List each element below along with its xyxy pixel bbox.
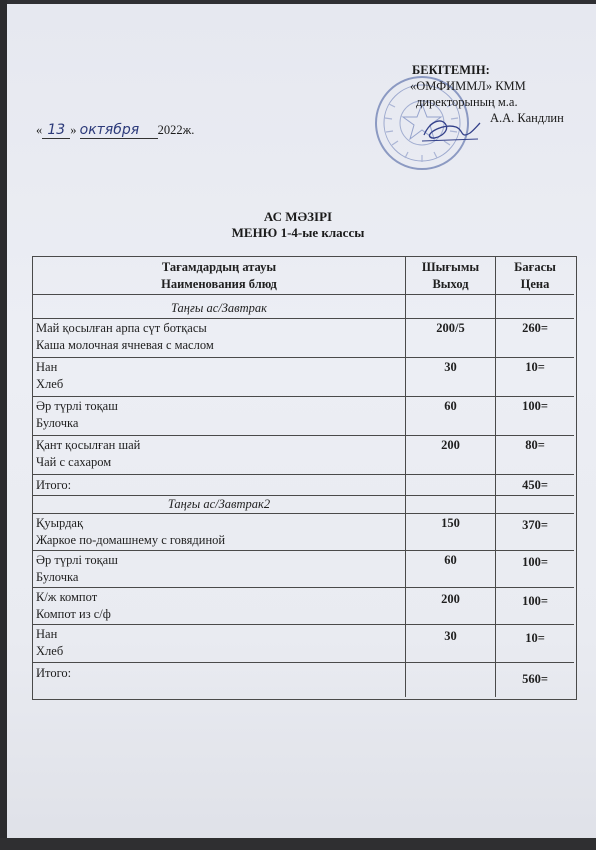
dish-price: 10= [525, 631, 545, 645]
dish-price: 370= [522, 518, 548, 532]
dish-name-kz: К/ж компот [36, 590, 98, 604]
heading-kz: АС МӘЗІРІ [263, 209, 333, 224]
dish-name-ru: Жаркое по-домашнему с говядиной [36, 533, 226, 547]
row-divider [33, 294, 574, 295]
header-price-ru: Цена [520, 277, 550, 291]
dish-price: 100= [522, 399, 548, 413]
dish-row [36, 398, 118, 432]
photo-edge-bottom [0, 838, 596, 850]
dish-name-ru: Булочка [36, 570, 79, 584]
row-divider [33, 474, 574, 475]
date-day: 13 [42, 122, 70, 139]
dish-output: 200 [441, 438, 460, 452]
photo-edge-top [0, 0, 596, 4]
menu-table [32, 256, 577, 700]
signature-icon [420, 113, 482, 147]
dish-output: 60 [444, 399, 457, 413]
dish-price: 80= [525, 438, 545, 452]
approval-organization: «ОМФИММЛ» КММ [410, 79, 526, 93]
dish-name-kz: Қант қосылған шай [36, 438, 141, 452]
row-divider [33, 550, 574, 551]
total-label: Итого: [36, 666, 72, 680]
dish-price: 260= [522, 321, 548, 335]
dish-output: 30 [444, 360, 457, 374]
dish-output: 150 [441, 516, 460, 530]
dish-row [36, 552, 118, 586]
total-price: 560= [522, 672, 548, 686]
dish-name-ru: Компот из с/ф [36, 607, 111, 621]
dish-name-kz: Әр түрлі тоқаш [36, 553, 118, 567]
date-open-quote: « [36, 123, 43, 137]
row-divider [33, 624, 574, 625]
row-divider [33, 435, 574, 436]
dish-name-ru: Чай с сахаром [36, 455, 112, 469]
row-divider [33, 357, 574, 358]
header-dish-kz: Тағамдардың атауы [161, 260, 277, 274]
heading-ru: МЕНЮ 1-4-ые классы [231, 225, 365, 240]
dish-name-ru: Хлеб [36, 644, 64, 658]
dish-name-kz: Әр түрлі тоқаш [36, 399, 118, 413]
dish-output: 60 [444, 553, 457, 567]
dish-output: 30 [444, 629, 457, 643]
section-breakfast-2: Таңғы ас/Завтрак2 [167, 497, 271, 511]
row-divider [33, 587, 574, 588]
header-dish [33, 259, 405, 293]
row-divider [33, 396, 574, 397]
dish-row [36, 437, 140, 471]
header-output-kz: Шығымы [421, 260, 480, 274]
dish-price: 100= [522, 594, 548, 608]
total-price: 450= [522, 478, 548, 492]
row-divider [33, 318, 574, 319]
dish-name-ru: Каша молочная ячневая с маслом [36, 338, 214, 352]
section-breakfast: Таңғы ас/Завтрак [171, 301, 267, 315]
dish-row [36, 320, 214, 354]
dish-name-kz: Нан [36, 627, 58, 641]
dish-name-kz: Нан [36, 360, 58, 374]
dish-row [36, 515, 225, 549]
photo-edge-left [0, 0, 7, 850]
approval-title: БЕКІТЕМІН: [412, 63, 490, 77]
header-output [406, 259, 495, 293]
row-divider [33, 662, 574, 663]
dish-row [36, 589, 111, 623]
total-label: Итого: [36, 478, 72, 492]
header-dish-ru: Наименования блюд [161, 277, 277, 291]
header-price [496, 259, 574, 293]
date-close-quote: » [70, 123, 77, 137]
date-year: 2022ж. [157, 123, 195, 137]
date-month: октября [80, 122, 158, 139]
dish-name-ru: Булочка [36, 416, 79, 430]
document-date [36, 122, 194, 139]
dish-price: 100= [522, 555, 548, 569]
dish-row [36, 626, 63, 660]
approval-position: директорының м.а. [416, 95, 518, 109]
dish-name-ru: Хлеб [36, 377, 64, 391]
dish-price: 10= [525, 360, 545, 374]
dish-output: 200/5 [436, 321, 465, 335]
header-output-ru: Выход [432, 277, 469, 291]
dish-output: 200 [441, 592, 460, 606]
dish-name-kz: Қуырдақ [36, 516, 84, 530]
dish-row [36, 359, 63, 393]
approval-name: А.А. Кандлин [490, 111, 564, 125]
row-divider [33, 513, 574, 514]
dish-name-kz: Май қосылған арпа сүт ботқасы [36, 321, 207, 335]
header-price-kz: Бағасы [514, 260, 556, 274]
